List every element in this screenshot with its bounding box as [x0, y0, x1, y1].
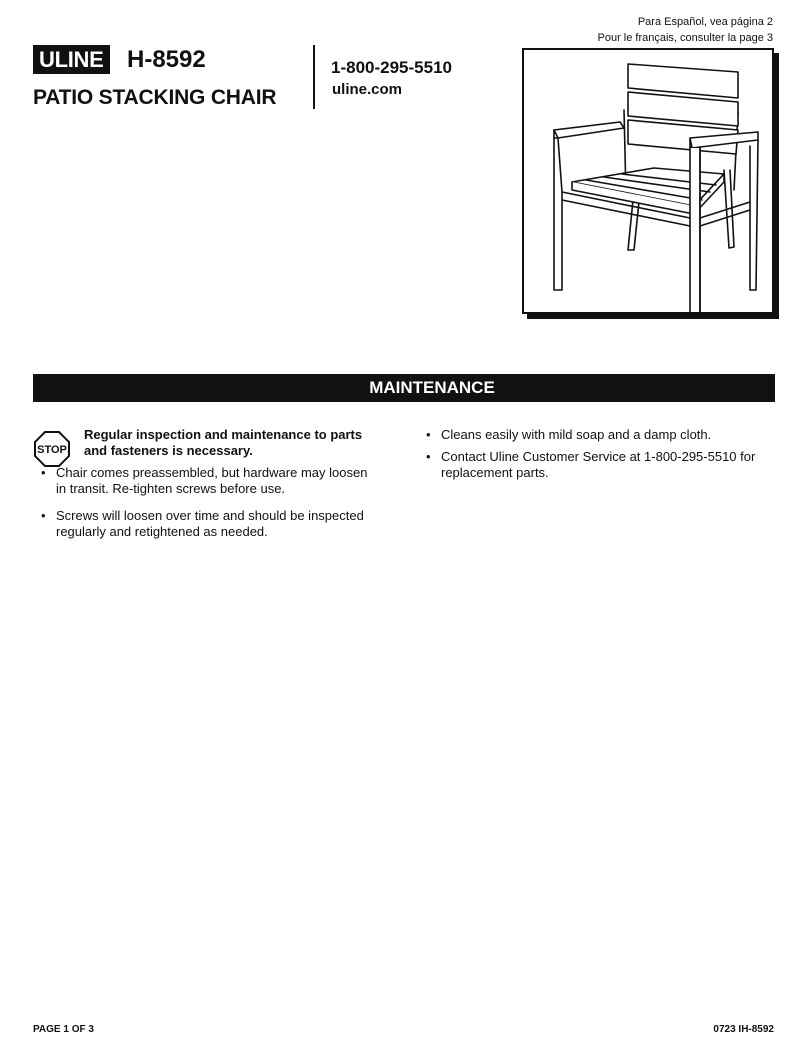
french-note: Pour le français, consulter la page 3 [597, 32, 773, 44]
list-item: • Contact Uline Customer Service at 1-800-295-5510 for replacement parts. [422, 449, 772, 481]
maintenance-heading [33, 374, 775, 402]
uline-logo: ULINE [33, 45, 110, 74]
spanish-note: Para Español, vea página 2 [637, 16, 773, 28]
model-number: H-8592 [127, 46, 206, 73]
product-title: PATIO STACKING CHAIR [33, 86, 277, 109]
list-item: • Screws will loosen over time and should be inspected regularly and retightened as needed. [37, 508, 377, 540]
document-code: 0723 IH-8592 [713, 1024, 774, 1035]
list-item: • Cleans easily with mild soap and a damp cloth. [422, 427, 772, 443]
maintenance-warning: Regular inspection and maintenance to parts and fasteners is necessary. [84, 427, 363, 458]
maintenance-right-list [422, 427, 772, 481]
website: uline.com [332, 81, 403, 98]
maintenance-heading-text: MAINTENANCE [369, 378, 495, 397]
chair-icon [524, 50, 772, 312]
header-divider [313, 45, 315, 109]
stop-label: STOP [37, 444, 67, 456]
maintenance-right-column [422, 427, 772, 487]
maintenance-left-list [37, 465, 377, 540]
maintenance-left-column [37, 427, 377, 551]
product-illustration [522, 48, 774, 314]
language-note [598, 14, 774, 46]
list-item: • Chair comes preassembled, but hardware may loosen in transit. Re-tighten screws before use. [37, 465, 377, 497]
page-number: PAGE 1 OF 3 [33, 1024, 94, 1035]
phone-number: 1-800-295-5510 [331, 58, 452, 77]
